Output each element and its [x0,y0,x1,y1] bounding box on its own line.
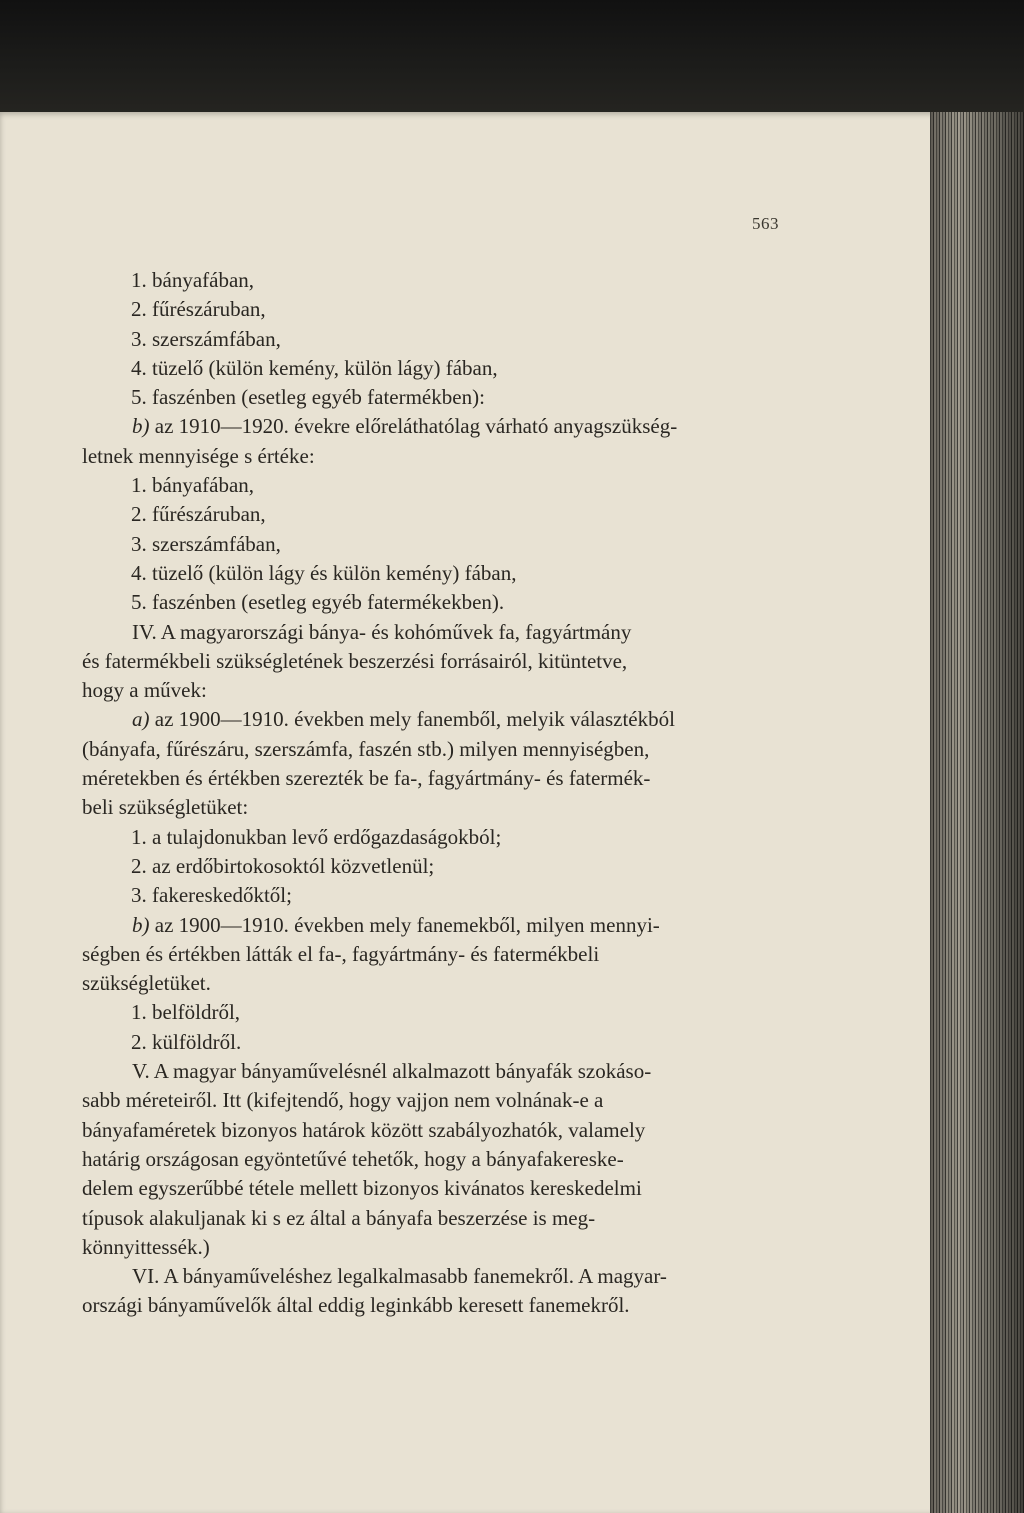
text-line [82,266,790,295]
scanner-background [0,0,1024,118]
text-line [82,998,790,1027]
text-line [82,1057,790,1086]
text-line [82,325,790,354]
line-text: határig országosan egyöntetűvé tehetők, hogy a bányafakereske- [82,1146,624,1171]
text-line [82,442,790,471]
page-number: 563 [752,214,779,233]
text-line [82,295,790,324]
text-line [82,471,790,500]
line-text: az 1900—1910. években mely fanemből, melyik választékból [149,707,675,732]
line-text: 1. a tulajdonukban levő erdőgazdaságokból; [131,824,502,849]
line-text: delem egyszerűbbé tétele mellett bizonyos kivánatos kereskedelmi [82,1176,642,1201]
line-text: hogy a művek: [82,678,207,703]
line-text: 2. fűrészáruban, [131,502,266,527]
text-line [82,1291,790,1320]
line-text: 5. faszénben (esetleg egyéb fatermékben): [131,385,485,410]
text-line [82,383,790,412]
line-text: sabb méreteiről. Itt (kifejtendő, hogy vajjon nem volnának-e a [82,1088,604,1113]
text-line [82,735,790,764]
page-edges [930,112,1024,1513]
line-text: szükségletüket. [82,971,211,996]
text-line [82,969,790,998]
line-text: 3. szerszámfában, [131,326,281,351]
line-text: 4. tüzelő (külön kemény, külön lágy) fában, [131,355,498,380]
text-line [82,852,790,881]
line-text: és fatermékbeli szükségletének beszerzési forrásairól, kitüntetve, [82,648,628,673]
line-text: 2. az erdőbirtokosoktól közvetlenül; [131,853,435,878]
line-text: VI. A bányaműveléshez legalkalmasabb fanemekről. A magyar- [132,1264,667,1289]
text-line [82,559,790,588]
text-line [82,1145,790,1174]
line-text: 1. bányafában, [131,473,255,498]
body-text [82,266,790,1321]
text-line [82,618,790,647]
line-text: 2. külföldről. [131,1029,242,1054]
line-text: az 1900—1910. években mely fanemekből, milyen mennyi- [149,912,660,937]
text-line [82,793,790,822]
line-text: 1. belföldről, [131,1000,241,1025]
text-line [82,1233,790,1262]
enumeration-label: a) [132,707,150,732]
text-line [82,940,790,969]
text-line [82,911,790,940]
line-text: országi bányaművelők által eddig leginkább keresett fanemekről. [82,1293,630,1318]
text-line [82,1174,790,1203]
text-line [82,705,790,734]
line-text: bányafaméretek bizonyos határok között szabályozhatók, valamely [82,1117,646,1142]
line-text: letnek mennyisége s értéke: [82,443,315,468]
line-text: 1. bányafában, [131,268,255,292]
text-line [82,1086,790,1115]
text-line [82,588,790,617]
text-line [82,823,790,852]
text-line [82,1204,790,1233]
text-line [82,881,790,910]
line-text: 3. szerszámfában, [131,531,281,556]
text-line [82,1028,790,1057]
text-line [82,412,790,441]
text-line [82,354,790,383]
line-text: könnyittessék.) [82,1234,210,1259]
line-text: beli szükségletüket: [82,795,249,820]
text-line [82,1116,790,1145]
enumeration-label: b) [132,414,150,439]
text-line [82,764,790,793]
line-text: méretekben és értékben szerezték be fa-, fagyártmány- és fatermék- [82,766,651,791]
text-line [82,530,790,559]
line-text: típusok alakuljanak ki s ez által a bányafa beszerzése is meg- [82,1205,596,1230]
line-text: (bányafa, fűrészáru, szerszámfa, faszén stb.) milyen mennyiségben, [82,736,650,761]
line-text: 3. fakereskedőktől; [131,883,292,908]
line-text: 2. fűrészáruban, [131,297,266,322]
text-line [82,1262,790,1291]
text-line [82,676,790,705]
line-text: 4. tüzelő (külön lágy és külön kemény) fában, [131,560,517,585]
text-line [82,647,790,676]
line-text: 5. faszénben (esetleg egyéb fatermékekben). [131,590,505,615]
line-text: V. A magyar bányaművelésnél alkalmazott bányafák szokáso- [132,1059,652,1084]
line-text: az 1910—1920. évekre előreláthatólag várható anyagszükség- [149,414,678,439]
line-text: IV. A magyarországi bánya- és kohóművek fa, fagyártmány [132,619,632,644]
line-text: ségben és értékben látták el fa-, fagyártmány- és fatermékbeli [82,941,600,966]
enumeration-label: b) [132,912,150,937]
text-line [82,500,790,529]
